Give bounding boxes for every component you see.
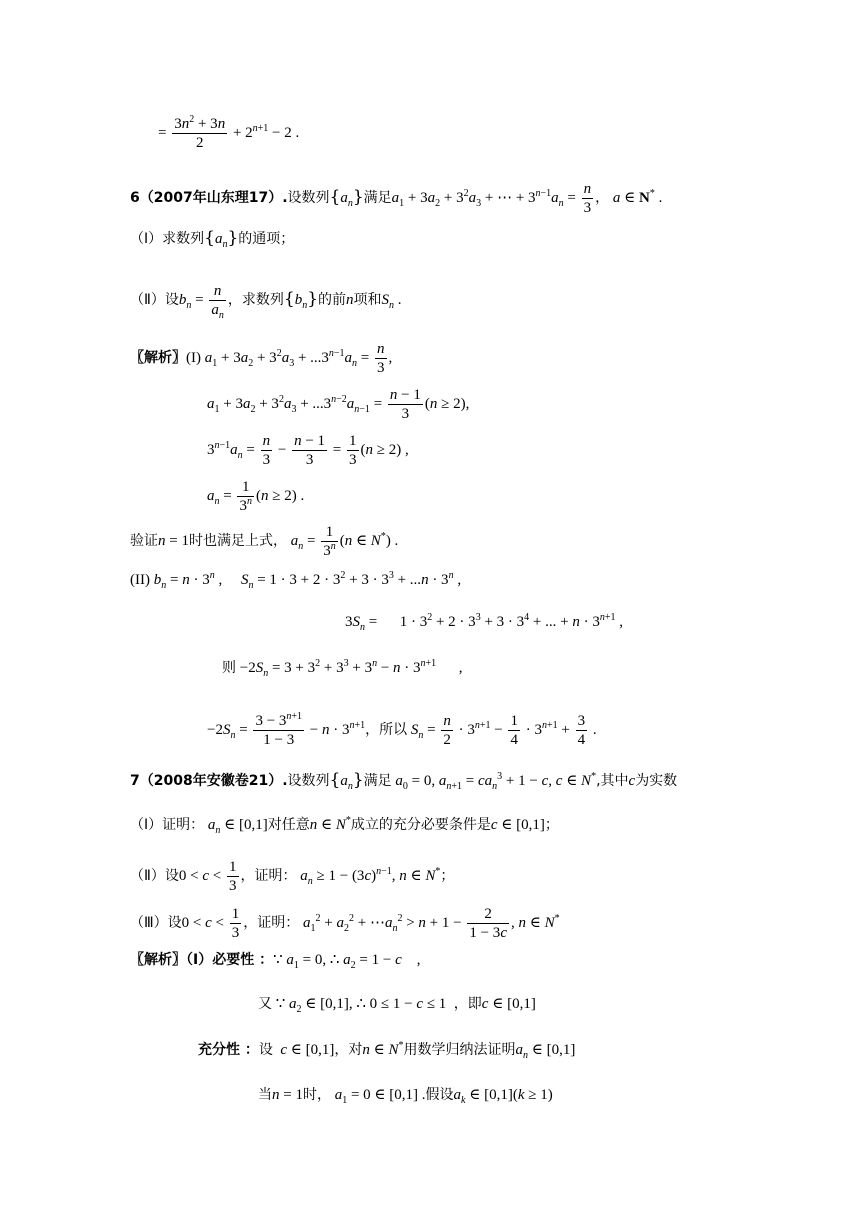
solution-7-line-2: 又 ∵ $a_2$ ∈ [0,1], ∴ 0 ≤ 1 − c ≤ 1 ，即c ∈ [0,1]	[258, 996, 536, 1015]
problem-6-part-1: （Ⅰ）求数列$\{a_n\}$的通项；	[130, 228, 295, 250]
problem-6-part-2: （Ⅱ）设$b_n$ = $\frac{n}{a_n}$ ，求数列$\{b_n\}$的前n项和$S_n$ .	[130, 283, 402, 321]
problem-7-part-2: （Ⅱ）设0 < c < $\frac{1}{3}$ ，证明： $a_n \ge 1 - (3c)^{n-1}$, n ∈ N*；	[130, 859, 455, 894]
problem-7-part-3: （Ⅲ）设0 < c < $\frac{1}{3}$ ，证明： $a_1^2 + a_2^2$ + $\cdots a_n^2 > n + 1$ − $\frac{2}{1 - 3c}$ , n ∈ N*	[130, 906, 560, 941]
problem-7-part-1: （Ⅰ）证明： $a_n$ ∈ [0,1]对任意n ∈ N*成立的充分必要条件是c ∈ [0,1]；	[130, 815, 559, 836]
solution-6-line-2: $a_1 + 3a_2 + 3^2a_3 + ...3^{n-2}a_{n-1}$ = $\frac{n - 1}{3}$ (n ≥ 2),	[207, 387, 470, 422]
solution-6-line-5: 验证n = 1时也满足上式， $a_n$ = $\frac{1}{3^n}$ (n ∈ N*) .	[130, 524, 399, 559]
equation-line: = $\frac{3n^2 + 3n}{2}$ + $2^{n+1} - 2$ .	[158, 114, 300, 151]
solution-6-line-7: $3S_n$ = $1 \cdot 3^2 + 2 \cdot 3^3 + 3 \cdot 3^4$ + ... + $n \cdot 3^{n+1}$ ,	[345, 612, 623, 633]
solution-7-line-3: 充分性 ：设 c ∈ [0,1]，对n ∈ N*用数学归纳法证明$a_n$ ∈ [0,1]	[198, 1040, 576, 1061]
solution-7-line-4: 当n = 1时， $a_1 = 0$ ∈ [0,1] .假设$a_k$ ∈ [0,1](k ≥ 1)	[258, 1087, 553, 1106]
solution-6-line-8: 则 $-2S_n = 3 + 3^2 + 3^3 + 3^n - n \cdot 3^{n+1}$ ,	[222, 658, 463, 679]
solution-6-line-6: (II) $b_n = n \cdot 3^n$ , $S_n = 1 \cdot 3 + 2 \cdot 3^2 + 3 \cdot 3^3 + ...n \cdot 3^n$ ,	[130, 570, 462, 591]
problem-6-statement: 6（2007年山东理17）.设数列$\{a_n\}$满足$a_1 + 3a_2 + 3^2a_3$ + ⋯ + $3^{n-1}a_n$ = $\frac{n}{3}$ ， a ∈ N* .	[130, 181, 663, 216]
solution-6-line-4: $a_n$ = $\frac{1}{3^n}$ (n ≥ 2) .	[207, 479, 305, 514]
solution-6-line-9: $-2S_n$ = $\frac{3 - 3^{n+1}}{1 - 3}$ − $n \cdot 3^{n+1}$，所以 $S_n$ = $\frac{n}{2}$ · $3^{n+1}$ − $\frac{1}{4}$ · $3^{n+1}$ + $\frac{3}{4}$ .	[207, 711, 597, 748]
solution-6-line-3: $3^{n-1}a_n$ = $\frac{n}{3}$ − $\frac{n - 1}{3}$ = $\frac{1}{3}$ (n ≥ 2) ,	[207, 433, 409, 468]
solution-7-line-1: 〖解析〗（Ⅰ）必要性 ：∵ $a_1 = 0$, ∴ $a_2 = 1 - c$ ,	[130, 952, 421, 971]
solution-6-line-1: 〖解析〗(I) $a_1 + 3a_2 + 3^2a_3 + ...3^{n-1}a_n$ = $\frac{n}{3}$ ,	[130, 341, 393, 376]
problem-7-statement: 7（2008年安徽卷21）.设数列$\{a_n\}$满足 $a_0 = 0$, $a_{n+1} = ca_n^3 + 1 - c$, c ∈ N*,其中c为实数	[130, 770, 678, 792]
